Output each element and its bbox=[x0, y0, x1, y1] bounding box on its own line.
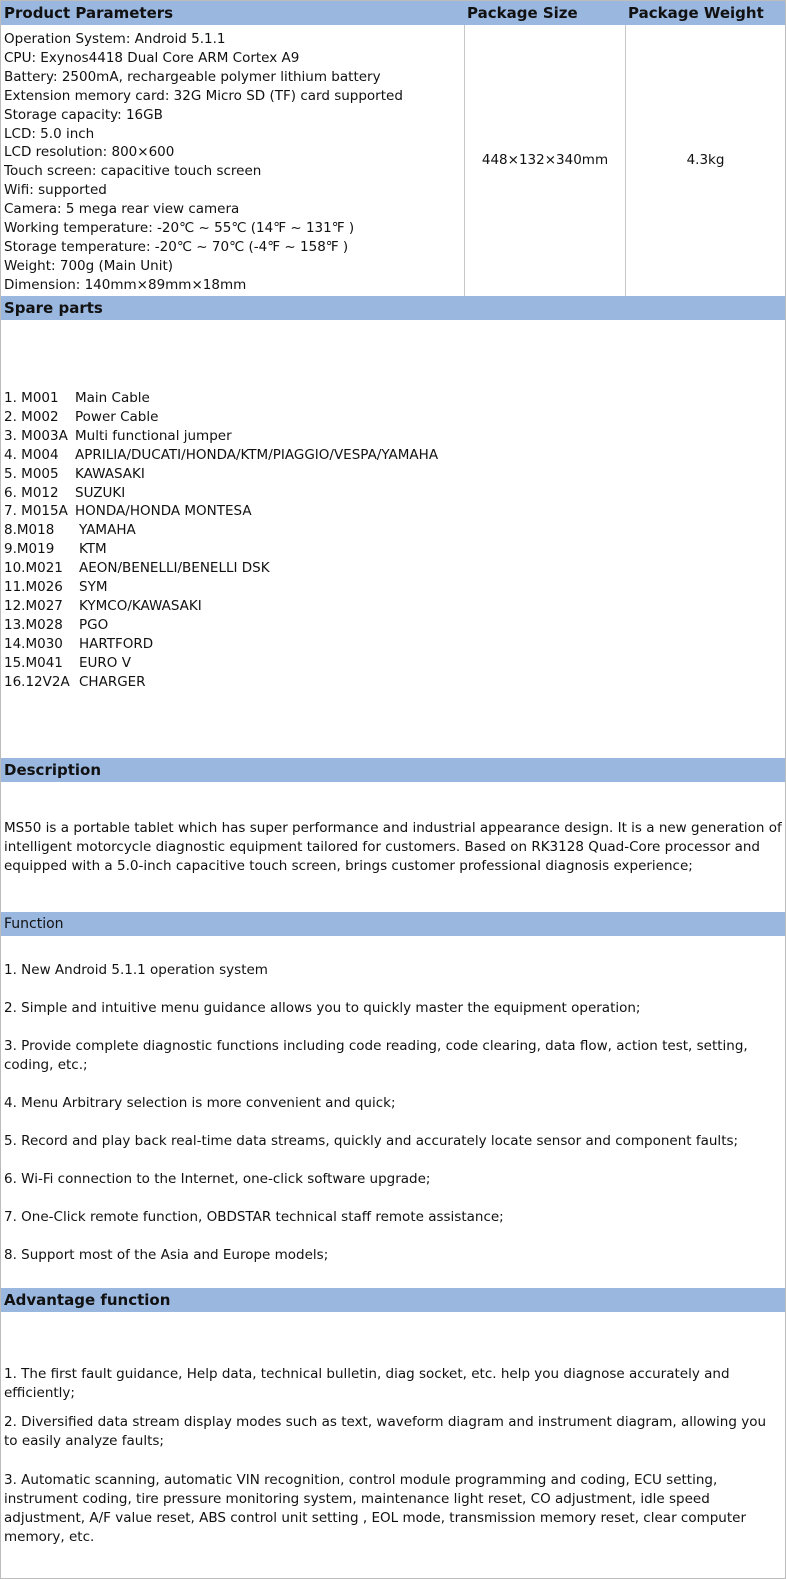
parameter-line: Extension memory card: 32G Micro SD (TF) card supported bbox=[4, 87, 403, 104]
product-parameters-header bbox=[1, 1, 785, 25]
spare-part-number: 4. M004 bbox=[4, 446, 59, 463]
spare-part-name: YAMAHA bbox=[79, 522, 136, 539]
spare-part-number: 10.M021 bbox=[4, 560, 63, 577]
spare-part-name: SUZUKI bbox=[75, 484, 126, 501]
spare-part-item bbox=[4, 427, 438, 446]
product-parameter-list bbox=[4, 30, 403, 295]
advantage-title: Advantage function bbox=[4, 1291, 171, 1309]
spare-part-item bbox=[4, 635, 438, 654]
product-parameters-title: Product Parameters bbox=[4, 4, 174, 22]
spare-parts-list bbox=[4, 389, 438, 692]
parameter-line: LCD: 5.0 inch bbox=[4, 125, 95, 142]
package-weight-title: Package Weight bbox=[628, 4, 764, 22]
package-weight-value: 4.3kg bbox=[686, 152, 725, 168]
spare-part-number: 5. M005 bbox=[4, 465, 59, 482]
spare-part-number: 15.M041 bbox=[4, 654, 63, 671]
spare-part-number: 2. M002 bbox=[4, 408, 59, 425]
advantage-item: 2. Diversified data stream display modes such as text, waveform diagram and instrument diagram, allowing you to easily analyze faults; bbox=[4, 1414, 767, 1449]
spare-part-name: PGO bbox=[79, 616, 109, 633]
spare-part-number: 3. M003A bbox=[4, 427, 68, 444]
spare-part-number: 14.M030 bbox=[4, 635, 63, 652]
spare-part-name: KAWASAKI bbox=[75, 465, 145, 482]
spare-part-item bbox=[4, 484, 438, 503]
parameter-line: Wifi: supported bbox=[4, 182, 107, 199]
function-title: Function bbox=[4, 916, 64, 932]
spare-part-item bbox=[4, 540, 438, 559]
spare-part-name: Multi functional jumper bbox=[75, 427, 232, 444]
spare-part-item bbox=[4, 408, 438, 427]
spare-part-name: HONDA/HONDA MONTESA bbox=[75, 503, 252, 520]
spare-parts-header bbox=[1, 296, 785, 320]
function-item: 7. One-Click remote function, OBDSTAR technical staff remote assistance; bbox=[4, 1209, 504, 1225]
spare-part-item bbox=[4, 559, 438, 578]
spare-part-number: 16.12V2A bbox=[4, 673, 70, 690]
spare-part-name: KTM bbox=[79, 541, 107, 558]
spare-part-name: HARTFORD bbox=[79, 635, 154, 652]
spare-part-number: 6. M012 bbox=[4, 484, 59, 501]
spare-part-name: KYMCO/KAWASAKI bbox=[79, 597, 202, 614]
spare-part-number: 9.M019 bbox=[4, 541, 55, 558]
parameter-line: Working temperature: -20℃ ~ 55℃ (14℉ ~ 131℉ ) bbox=[4, 220, 355, 237]
parameter-line: Dimension: 140mm×89mm×18mm bbox=[4, 276, 247, 293]
parameter-line: Weight: 700g (Main Unit) bbox=[4, 257, 174, 274]
description-title: Description bbox=[4, 761, 102, 779]
function-item: 6. Wi-Fi connection to the Internet, one-click software upgrade; bbox=[4, 1171, 431, 1187]
spare-part-number: 13.M028 bbox=[4, 616, 63, 633]
spare-part-name: SYM bbox=[79, 579, 108, 596]
advantage-item: 1. The first fault guidance, Help data, technical bulletin, diag socket, etc. help you diagnose accurately and efficiently; bbox=[4, 1366, 730, 1401]
function-item: 5. Record and play back real-time data streams, quickly and accurately locate sensor and component faults; bbox=[4, 1133, 739, 1149]
spare-part-item bbox=[4, 389, 438, 408]
parameter-line: Storage temperature: -20℃ ~ 70℃ (-4℉ ~ 158℉ ) bbox=[4, 238, 349, 255]
advantage-item: 3. Automatic scanning, automatic VIN recognition, control module programming and coding, ECU setting, instrument coding, tire pressure monitoring system, maintenance light reset, CO adjustment, idle speed adjustment, A/F value reset, ABS control unit setting , EOL mode, transmission memory reset, clear computer memory, etc. bbox=[4, 1472, 747, 1545]
spare-part-name: Main Cable bbox=[75, 390, 150, 406]
parameter-line: LCD resolution: 800×600 bbox=[4, 144, 175, 161]
spare-part-item bbox=[4, 465, 438, 484]
spare-part-number: 11.M026 bbox=[4, 579, 63, 596]
spare-part-name: AEON/BENELLI/BENELLI DSK bbox=[79, 560, 270, 577]
advantage-header bbox=[1, 1288, 785, 1312]
function-item: 2. Simple and intuitive menu guidance allows you to quickly master the equipment operation; bbox=[4, 1000, 641, 1016]
spare-part-item bbox=[4, 446, 438, 465]
parameter-line: Camera: 5 mega rear view camera bbox=[4, 201, 240, 218]
parameter-line: Storage capacity: 16GB bbox=[4, 106, 163, 123]
parameter-line: Operation System: Android 5.1.1 bbox=[4, 31, 226, 47]
package-size-title: Package Size bbox=[467, 4, 578, 22]
spare-part-number: 12.M027 bbox=[4, 597, 63, 614]
function-header bbox=[1, 912, 785, 936]
description-text: MS50 is a portable tablet which has super performance and industrial appearance design. It is a new generation of intelligent motorcycle diagnostic equipment tailored for customers. Based on RK3128 Quad-Core processor and equipped with a 5.0-inch capacitive touch screen, brings customer professional diagnosis experience; bbox=[4, 820, 782, 874]
spare-part-number: 8.M018 bbox=[4, 522, 55, 539]
parameter-line: Battery: 2500mA, rechargeable polymer lithium battery bbox=[4, 68, 381, 85]
spare-parts-title: Spare parts bbox=[4, 299, 103, 317]
spare-part-item bbox=[4, 616, 438, 635]
function-item: 3. Provide complete diagnostic functions including code reading, code clearing, data flow, action test, setting, coding, etc.; bbox=[4, 1038, 748, 1073]
spare-part-name: APRILIA/DUCATI/HONDA/KTM/PIAGGIO/VESPA/YAMAHA bbox=[75, 446, 439, 463]
spare-part-item bbox=[4, 521, 438, 540]
spare-part-item bbox=[4, 502, 438, 521]
spare-part-name: Power Cable bbox=[75, 408, 159, 425]
package-size-value: 448×132×340mm bbox=[481, 152, 609, 168]
function-item: 8. Support most of the Asia and Europe models; bbox=[4, 1247, 329, 1263]
function-item: 4. Menu Arbitrary selection is more convenient and quick; bbox=[4, 1095, 396, 1111]
spare-part-name: CHARGER bbox=[79, 673, 146, 690]
spare-part-item bbox=[4, 654, 438, 673]
spare-part-number: 1. M001 bbox=[4, 390, 59, 406]
spare-part-item bbox=[4, 578, 438, 597]
spare-part-number: 7. M015A bbox=[4, 503, 68, 520]
spare-part-item bbox=[4, 597, 438, 616]
parameter-line: Touch screen: capacitive touch screen bbox=[4, 163, 262, 180]
function-item: 1. New Android 5.1.1 operation system bbox=[4, 962, 268, 978]
parameter-line: CPU: Exynos4418 Dual Core ARM Cortex A9 bbox=[4, 49, 300, 66]
description-header bbox=[1, 758, 785, 782]
spare-part-name: EURO V bbox=[79, 654, 131, 671]
spare-part-item bbox=[4, 673, 438, 692]
